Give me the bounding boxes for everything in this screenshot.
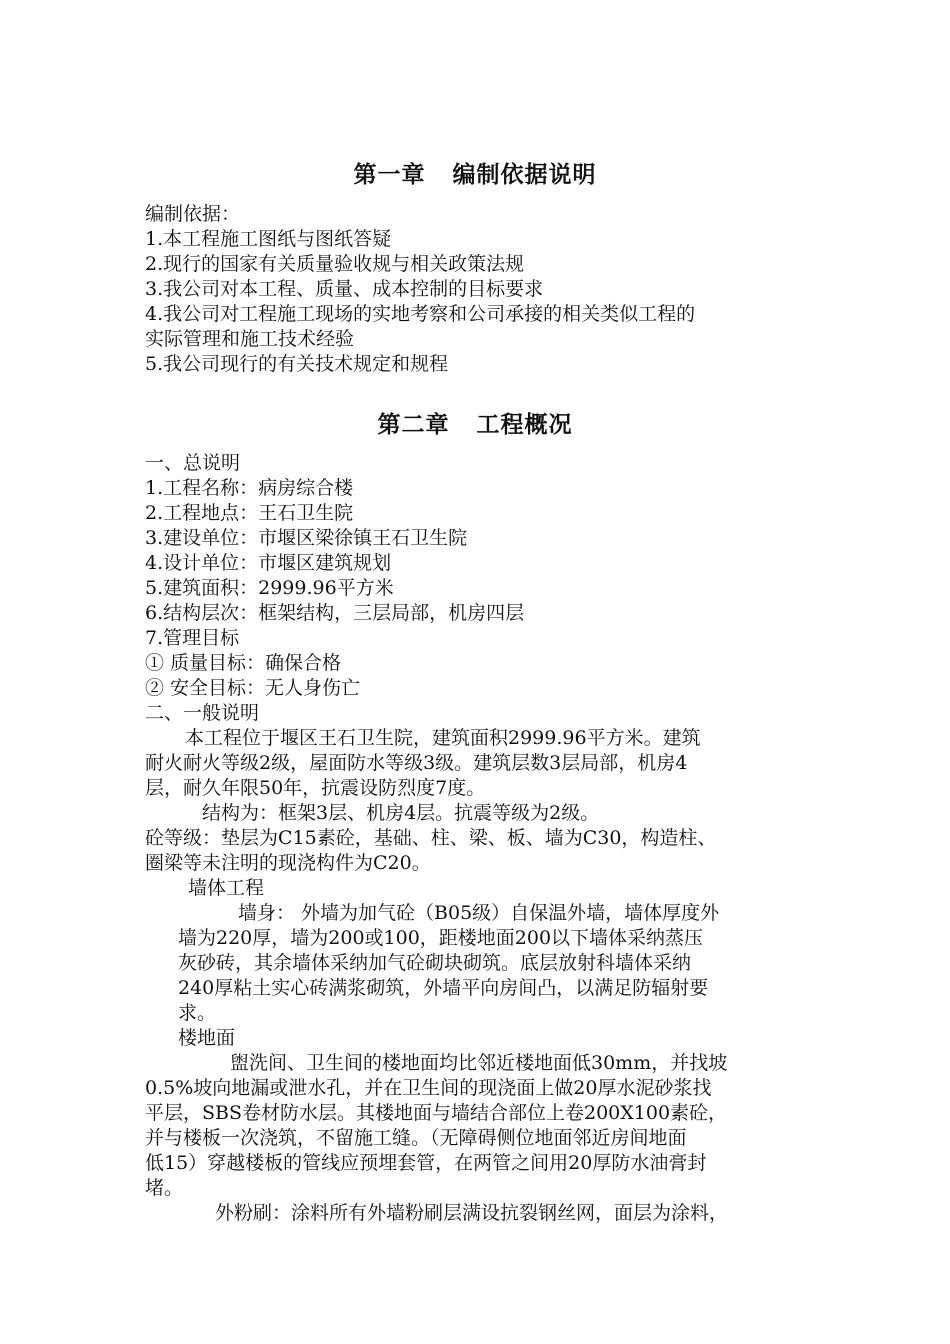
wall-heading: 墙体工程 xyxy=(188,877,265,899)
concrete-para-line: 砼等级：垫层为C15素砼，基础、柱、梁、板、墙为C30，构造柱、 xyxy=(145,827,717,849)
section-heading-general: 二、一般说明 xyxy=(145,702,260,724)
basis-intro: 编制依据： xyxy=(145,203,241,225)
floor-para-line: 盥洗间、卫生间的楼地面均比邻近楼地面低30mm，并找坡 xyxy=(230,1052,728,1074)
chapter-1-title: 第一章 编制依据说明 xyxy=(353,161,597,188)
overview-item: 7.管理目标 xyxy=(145,627,240,649)
general-para-line: 本工程位于堰区王石卫生院，建筑面积2999.96平方米。建筑 xyxy=(185,727,701,749)
wall-para-line: 灰砂砖，其余墙体采纳加气砼砌块砌筑。底层放射科墙体采纳 xyxy=(178,952,692,974)
floor-para-line: 堵。 xyxy=(145,1177,184,1199)
wall-para-line: 墙为220厚，墙为200或100，距楼地面200以下墙体采纳蒸压 xyxy=(178,927,704,949)
general-para-line: 层，耐久年限50年，抗震设防烈度7度。 xyxy=(145,777,486,799)
wall-para-line: 求。 xyxy=(178,1002,217,1024)
exterior-plaster-line: 外粉刷：涂料所有外墙粉刷层满设抗裂钢丝网，面层为涂料， xyxy=(215,1202,729,1224)
floor-para-line: 并与楼板一次浇筑，不留施工缝。（无障碍侧位地面邻近房间地面 xyxy=(145,1127,687,1149)
general-para-line: 耐火耐火等级2级，屋面防水等级3级。建筑层数3层局部，机房4 xyxy=(145,752,688,774)
overview-item: 6.结构层次：框架结构，三层局部，机房四层 xyxy=(145,602,525,624)
overview-item: 2.工程地点：王石卫生院 xyxy=(145,502,354,524)
floor-para-line: 0.5%坡向地漏或泄水孔，并在卫生间的现浇面上做20厚水泥砂浆找 xyxy=(145,1077,712,1099)
basis-item-continuation: 实际管理和施工技术经验 xyxy=(145,328,355,350)
overview-item: 5.建筑面积：2999.96平方米 xyxy=(145,577,394,599)
basis-item: 3.我公司对本工程、质量、成本控制的目标要求 xyxy=(145,278,544,300)
floor-para-line: 平层，SBS卷材防水层。其楼地面与墙结合部位上卷200X100素砼， xyxy=(145,1102,728,1124)
wall-para-line: 墙身： 外墙为加气砼（B05级）自保温外墙，墙体厚度外 xyxy=(238,902,720,924)
chapter-2-title: 第二章 工程概况 xyxy=(377,411,573,438)
structure-line: 结构为：框架3层、机房4层。抗震等级为2级。 xyxy=(202,802,600,824)
basis-item: 5.我公司现行的有关技术规定和规程 xyxy=(145,353,449,375)
wall-para-line: 240厚粘土实心砖满浆砌筑，外墙平向房间凸，以满足防辐射要 xyxy=(178,977,709,999)
basis-item: 4.我公司对工程施工现场的实地考察和公司承接的相关类似工程的 xyxy=(145,303,696,325)
safety-target: ② 安全目标：无人身伤亡 xyxy=(145,677,361,699)
floor-para-line: 低15）穿越楼板的管线应预埋套管，在两管之间用20厚防水油膏封 xyxy=(145,1152,707,1174)
floor-heading: 楼地面 xyxy=(178,1027,236,1049)
basis-item: 2.现行的国家有关质量验收规与相关政策法规 xyxy=(145,253,525,275)
quality-target: ① 质量目标：确保合格 xyxy=(145,652,342,674)
basis-item: 1.本工程施工图纸与图纸答疑 xyxy=(145,228,392,250)
concrete-para-line: 圈梁等未注明的现浇构件为C20。 xyxy=(145,852,431,874)
overview-item: 1.工程名称：病房综合楼 xyxy=(145,477,354,499)
section-heading-overview: 一、总说明 xyxy=(145,452,241,474)
overview-item: 4.设计单位：市堰区建筑规划 xyxy=(145,552,392,574)
overview-item: 3.建设单位：市堰区梁徐镇王石卫生院 xyxy=(145,527,468,549)
